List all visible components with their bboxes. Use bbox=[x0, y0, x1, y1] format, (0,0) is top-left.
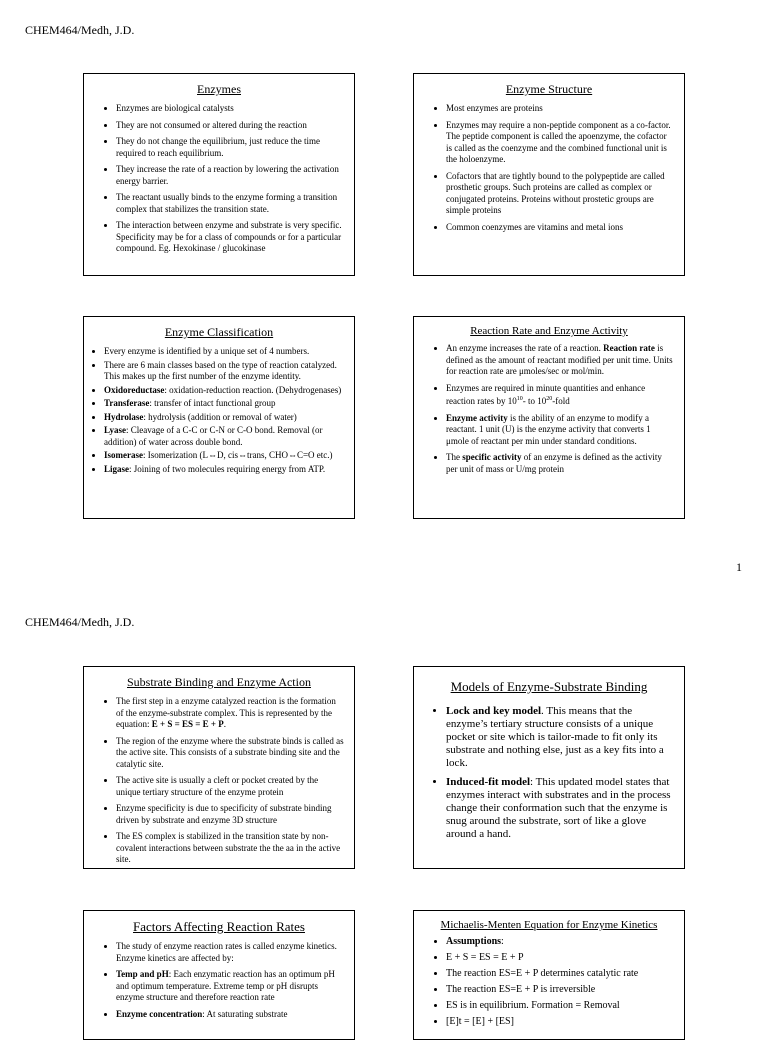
slide-binding-models bbox=[413, 666, 685, 869]
exponent: 10 bbox=[516, 396, 523, 402]
text: - to 10 bbox=[522, 396, 547, 406]
list-item bbox=[104, 450, 344, 462]
list-item: • They do not change the equilibrium, just reduce the time required to reach equilibrium. bbox=[116, 136, 344, 159]
list-item: • There are 6 main classes based on the type of reaction catalyzed. This makes up the first number of the enzyme identity. bbox=[104, 360, 344, 383]
definition: : oxidation-reduction reaction. (Dehydrogenases) bbox=[164, 384, 342, 395]
text: . bbox=[223, 719, 227, 729]
definition: : Cleavage of a C-C or C-N or C-O bond. Removal (or addition) of water across double bond. bbox=[104, 425, 323, 447]
slide-title: Enzyme Classification bbox=[164, 325, 274, 339]
definition: : Joining of two molecules requiring energy from ATP. bbox=[129, 463, 326, 474]
term: Enzyme activity bbox=[446, 412, 508, 423]
bullet-list bbox=[94, 346, 344, 475]
list-item bbox=[104, 412, 344, 424]
bullet-list bbox=[424, 343, 674, 475]
term: Temp and pH bbox=[116, 969, 169, 979]
list-item bbox=[446, 452, 674, 475]
page-header: CHEM464/Medh, J.D. bbox=[25, 615, 135, 629]
definition: : This updated model states that enzymes interact with substrates and in the process change their conformation such that the enzyme is snug around the substrate, sort of like a glove around a hand. bbox=[446, 776, 671, 840]
list-item: • Cofactors that are tightly bound to the polypeptide are called prosthetic groups. Such proteins are called as complex or conjugated proteins. Proteins without prostetic groups are simple proteins bbox=[446, 171, 674, 217]
list-item: • Common coenzymes are vitamins and metal ions bbox=[446, 222, 674, 234]
list-item bbox=[446, 343, 674, 378]
slide-title: Enzyme Structure bbox=[505, 82, 593, 96]
definition: : hydrolysis (addition or removal of water) bbox=[143, 411, 297, 422]
page-number: 1 bbox=[736, 560, 742, 574]
term: Lock and key model bbox=[446, 705, 542, 717]
list-item: • Enzyme specificity is due to specificity of substrate binding driven by substrate and enzyme 3D structure bbox=[116, 803, 344, 826]
slide-title: Models of Enzyme-Substrate Binding bbox=[450, 679, 648, 694]
list-item: • Enzymes may require a non-peptide component as a co-factor. The peptide component is called the apoenzyme, the cofactor is called as the coenzyme and the combined functional unit is the holoenzyme. bbox=[446, 120, 674, 166]
definition: : At saturating substrate bbox=[202, 1008, 288, 1019]
bullet-list bbox=[94, 696, 344, 866]
slide-substrate-binding bbox=[83, 666, 355, 869]
list-item bbox=[446, 776, 674, 841]
term: specific activity bbox=[462, 452, 522, 462]
slide-title: Enzymes bbox=[197, 82, 241, 96]
list-item: • The reaction ES=E + P is irreversible bbox=[446, 984, 674, 996]
list-item bbox=[116, 696, 344, 731]
list-item: • Every enzyme is identified by a unique set of 4 numbers. bbox=[104, 346, 344, 358]
term: Hydrolase bbox=[104, 411, 144, 422]
definition: . This means that the enzyme’s tertiary structure consists of a unique pocket or site which is tailor-made to fit only its substrate and nothing else, just as a key fits into a lock. bbox=[446, 705, 664, 769]
bullet-list bbox=[94, 941, 344, 1020]
definition: : Each enzymatic reaction has an optimum pH and optimum temperature. Extreme temp or pH disrupts enzyme structure and therefore reaction rate bbox=[116, 969, 335, 1002]
list-item: • The interaction between enzyme and substrate is very specific. Specificity may be for a class of compounds or for a particular compound. Eg. Hexokinase / glucokinase bbox=[116, 220, 344, 255]
bullet-list bbox=[424, 936, 674, 1028]
list-item bbox=[446, 936, 674, 948]
slide-title: Substrate Binding and Enzyme Action bbox=[127, 675, 311, 689]
term: Ligase bbox=[104, 463, 130, 474]
text: of an enzyme is defined as the activity per unit of mass or U/mg protein bbox=[446, 452, 662, 474]
list-item bbox=[116, 1009, 344, 1021]
slide-title: Michaelis-Menten Equation for Enzyme Kinetics bbox=[440, 919, 658, 931]
term: Lyase bbox=[104, 425, 127, 435]
text: : bbox=[501, 936, 504, 947]
bullet-list bbox=[94, 103, 344, 255]
list-item: • They are not consumed or altered during the reaction bbox=[116, 120, 344, 132]
slide-enzyme-structure bbox=[413, 73, 685, 276]
slide-enzymes bbox=[83, 73, 355, 276]
text: Enzymes are required in minute quantities and enhance reaction rates by 10 bbox=[446, 382, 646, 406]
definition: : Isomerization (L⇔D, cis⇔trans, CHO⇔C=O etc.) bbox=[143, 450, 333, 460]
definition: : transfer of intact functional group bbox=[149, 398, 276, 408]
list-item bbox=[116, 969, 344, 1004]
slide-enzyme-classification bbox=[83, 316, 355, 519]
list-item bbox=[104, 385, 344, 397]
list-item bbox=[446, 413, 674, 448]
list-item: • The reaction ES=E + P determines catalytic rate bbox=[446, 968, 674, 980]
list-item: • Most enzymes are proteins bbox=[446, 103, 674, 115]
slide-factors-reaction-rates bbox=[83, 910, 355, 1040]
list-item: • The region of the enzyme where the substrate binds is called as the active site. This consists of a substrate binding site and the catalytic site. bbox=[116, 736, 344, 771]
list-item: • [E]t = [E] + [ES] bbox=[446, 1016, 674, 1028]
list-item: • They increase the rate of a reaction by lowering the activation energy barrier. bbox=[116, 164, 344, 187]
text: -fold bbox=[552, 396, 570, 406]
text: An enzyme increases the rate of a reaction. bbox=[446, 343, 604, 353]
list-item: • The reactant usually binds to the enzyme forming a transition complex that stabilizes the transition state. bbox=[116, 192, 344, 215]
bullet-list bbox=[424, 103, 674, 233]
slide-title: Factors Affecting Reaction Rates bbox=[133, 919, 305, 934]
term: Induced-fit model bbox=[446, 776, 531, 788]
page-header: CHEM464/Medh, J.D. bbox=[25, 23, 135, 37]
term: Transferase bbox=[104, 398, 150, 408]
list-item bbox=[104, 425, 344, 448]
list-item bbox=[446, 705, 674, 770]
text: The first step in a enzyme catalyzed reaction is the formation of the enzyme-substrate complex. This is represented by the equation: bbox=[116, 696, 336, 729]
list-item: • E + S = ES = E + P bbox=[446, 952, 674, 964]
text: is the ability of an enzyme to modify a reactant. 1 unit (U) is the enzyme activity that converts 1 μmole of reactant per min under standard conditions. bbox=[446, 412, 651, 446]
term: Enzyme concentration bbox=[116, 1008, 203, 1019]
list-item: • The study of enzyme reaction rates is called enzyme kinetics. Enzyme kinetics are affected by: bbox=[116, 941, 344, 964]
term: Isomerase bbox=[104, 450, 143, 460]
equation: E + S = ES = E + P bbox=[151, 719, 224, 729]
list-item: • The ES complex is stabilized in the transition state by non-covalent interactions between substrate the the aa in the active site. bbox=[116, 831, 344, 866]
text: is defined as the amount of reactant modified per unit time. Units for reaction rate are μmoles/sec or mol/min. bbox=[446, 343, 673, 376]
bullet-list bbox=[424, 705, 674, 841]
exponent: 20 bbox=[546, 396, 553, 402]
slide-michaelis-menten bbox=[413, 910, 685, 1040]
slide-title: Reaction Rate and Enzyme Activity bbox=[470, 325, 628, 337]
list-item: • The active site is usually a cleft or pocket created by the unique tertiary structure of the enzyme protein bbox=[116, 775, 344, 798]
term: Reaction rate bbox=[603, 343, 655, 353]
term: Assumptions bbox=[446, 936, 502, 947]
list-item bbox=[446, 383, 674, 408]
term: Oxidoreductase bbox=[104, 384, 165, 395]
list-item: • ES is in equilibrium. Formation = Removal bbox=[446, 1000, 674, 1012]
list-item bbox=[104, 398, 344, 410]
list-item bbox=[104, 464, 344, 476]
slide-reaction-rate bbox=[413, 316, 685, 519]
text: The bbox=[446, 452, 463, 462]
list-item: • Enzymes are biological catalysts bbox=[116, 103, 344, 115]
